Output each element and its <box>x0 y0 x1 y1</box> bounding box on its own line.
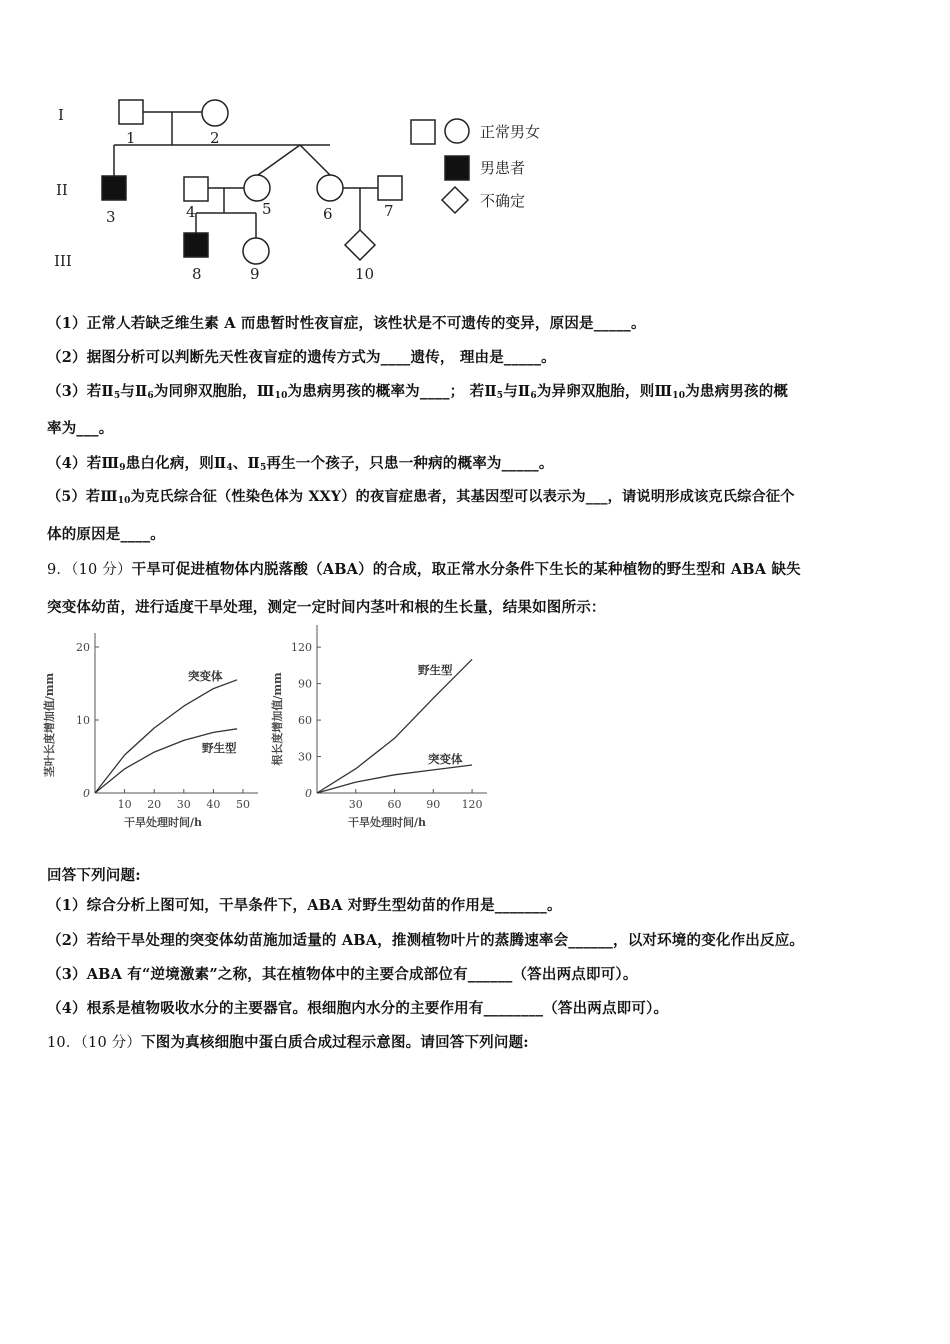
origin-label: 0 <box>305 787 312 800</box>
pedigree-diagram <box>0 0 600 300</box>
chart-root <box>270 625 487 829</box>
x-tick-label: 30 <box>176 798 191 811</box>
q9-part3: （3）ABA 有“逆境激素”之称，其在植物体中的主要合成部位有______（答出两点即可）。 <box>47 966 638 983</box>
x-tick-label: 60 <box>387 798 402 811</box>
q9-answer-intro: 回答下列问题: <box>47 867 141 884</box>
individual-label-10: 10 <box>355 265 375 283</box>
individual-label-4: 4 <box>186 203 196 221</box>
x-tick-label: 10 <box>117 798 132 811</box>
x-axis-label: 干旱处理时间/h <box>347 816 427 829</box>
legend-uncertain-icon <box>442 187 468 213</box>
q9-stem-line1: 9．（10 分）干旱可促进植物体内脱落酸（ABA）的合成，取正常水分条件下生长的某种植物的野生型和 ABA 缺失 <box>47 561 801 578</box>
x-axis-label: 干旱处理时间/h <box>123 816 203 829</box>
series-label-1: 野生型 <box>418 663 453 677</box>
q8-part5-continued: 体的原因是____。 <box>47 526 165 543</box>
series-line-2 <box>95 729 237 793</box>
legend-normal-label: 正常男女 <box>480 123 541 141</box>
legend-affected-male-icon <box>445 156 469 180</box>
q10-stem: 10．（10 分）下图为真核细胞中蛋白质合成过程示意图。请回答下列问题: <box>47 1034 529 1051</box>
origin-label: 0 <box>83 787 90 800</box>
legend-affected-label: 男患者 <box>480 159 526 177</box>
series-line-1 <box>317 659 472 793</box>
individual-9-normal-female <box>243 238 269 264</box>
y-tick-label: 120 <box>291 641 312 655</box>
q8-part2: （2）据图分析可以判断先天性夜盲症的遗传方式为____遗传， 理由是_____。 <box>47 349 556 366</box>
y-tick-label: 10 <box>76 714 90 727</box>
individual-4-normal-male <box>184 177 208 201</box>
individual-label-5: 5 <box>262 200 272 218</box>
q8-part3: （3）若$Ⅱ_5$与$Ⅱ_6$为同卵双胞胎，$Ⅲ_{10}$为患病男孩的概率为____； 若$Ⅱ_5$与$Ⅱ_6$为异卵双胞胎，则$Ⅲ_{10}$为患病男孩的概 <box>47 383 789 401</box>
q9-stem-line2: 突变体幼苗，进行适度干旱处理，测定一定时间内茎叶和根的生长量，结果如图所示： <box>47 599 606 616</box>
y-tick-label: 90 <box>298 677 312 691</box>
individual-8-affected-male <box>184 233 208 257</box>
q8-part3-continued: 率为___。 <box>47 420 114 437</box>
x-tick-label: 90 <box>426 798 441 811</box>
individual-label-1: 1 <box>126 129 136 147</box>
series-label-2: 突变体 <box>428 752 463 766</box>
individual-label-2: 2 <box>210 129 220 147</box>
individual-5-normal-female <box>244 175 270 201</box>
x-tick-label: 50 <box>236 798 250 811</box>
legend-normal-female-icon <box>445 119 469 143</box>
generation-label-3: III <box>54 252 72 270</box>
q8-part1: （1）正常人若缺乏维生素 A 而患暂时性夜盲症，该性状是不可遗传的变异，原因是_____。 <box>47 315 646 332</box>
y-axis-label: 根长度增加值/mm <box>271 672 284 766</box>
q9-part1: （1）综合分析上图可知，干旱条件下，ABA 对野生型幼苗的作用是_______。 <box>47 897 562 914</box>
q9-part2: （2）若给干旱处理的突变体幼苗施加适量的 ABA，推测植物叶片的蒸腾速率会______，以对环境的变化作出反应。 <box>47 932 805 949</box>
chart-stem-leaf <box>42 633 258 829</box>
individual-label-3: 3 <box>106 208 116 226</box>
generation-label-2: II <box>56 181 68 199</box>
x-tick-label: 30 <box>348 798 363 811</box>
individual-7-normal-male <box>378 176 402 200</box>
y-axis-label: 茎叶长度增加值/mm <box>43 672 56 778</box>
y-tick-label: 20 <box>76 641 90 654</box>
growth-charts <box>40 625 520 840</box>
individual-label-7: 7 <box>384 202 394 220</box>
individual-2-normal-female <box>202 100 228 126</box>
y-tick-label: 60 <box>298 714 312 728</box>
q8-part5: （5）若$Ⅲ_{10}$为克氏综合征（性染色体为 XXY）的夜盲症患者，其基因型可以表示为___，请说明形成该克氏综合征个 <box>47 489 795 506</box>
legend-normal-male-icon <box>411 120 435 144</box>
generation-label-1: I <box>58 106 64 124</box>
y-tick-label: 30 <box>298 750 312 764</box>
legend-uncertain-label: 不确定 <box>480 192 526 210</box>
individual-3-affected-male <box>102 176 126 200</box>
series-label-2: 野生型 <box>202 741 237 755</box>
q9-part4: （4）根系是植物吸收水分的主要器官。根细胞内水分的主要作用有________（答出两点即可）。 <box>47 1000 669 1017</box>
x-tick-label: 20 <box>147 798 162 811</box>
x-tick-label: 120 <box>461 798 483 811</box>
individual-label-6: 6 <box>323 205 333 223</box>
individual-6-normal-female <box>317 175 343 201</box>
individual-1-normal-male <box>119 100 143 124</box>
individual-label-9: 9 <box>250 265 260 283</box>
q8-part4: （4）若$Ⅲ_9$患白化病，则$Ⅱ_4$、$Ⅱ_5$再生一个孩子，只患一种病的概率为_____。 <box>47 455 554 473</box>
individual-label-8: 8 <box>192 265 202 283</box>
series-label-1: 突变体 <box>188 669 223 683</box>
individual-10-uncertain <box>345 230 375 260</box>
x-tick-label: 40 <box>206 798 221 811</box>
